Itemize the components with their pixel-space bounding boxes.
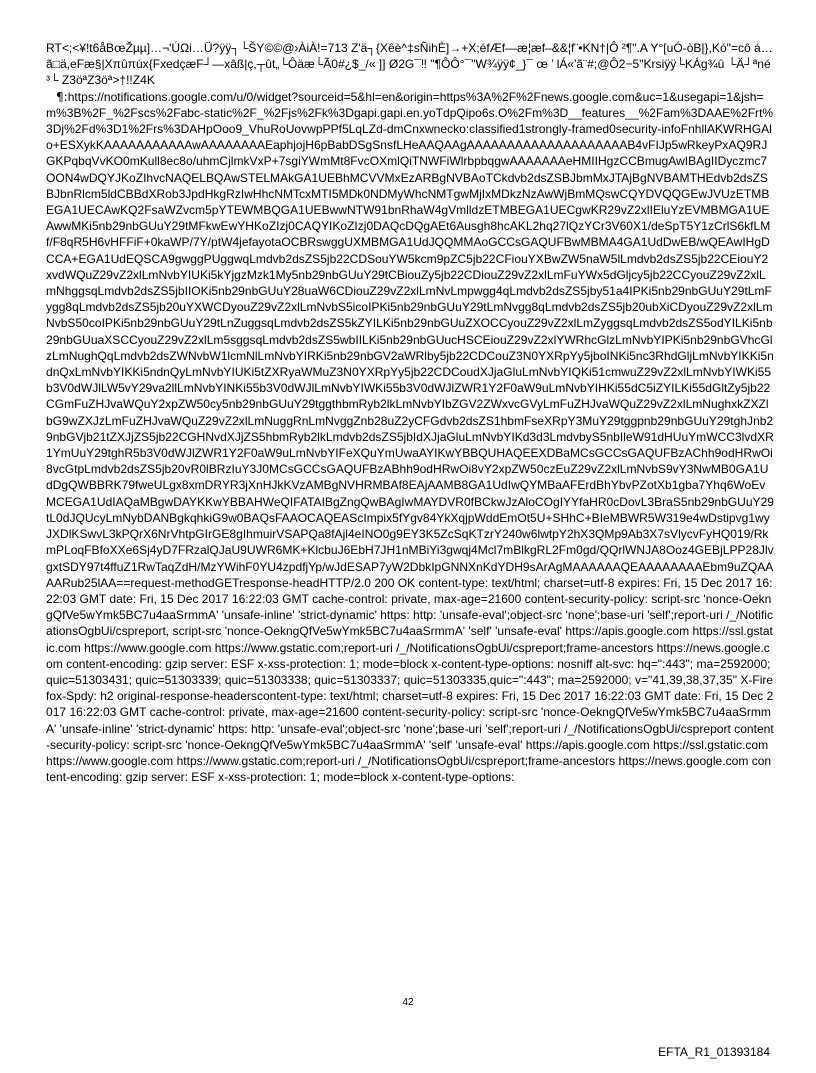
url-text: https://notifications.google.com/u/0/widget?sourceid=5&hl=en&origin=https%3A%2F%2Fnews.google.com&uc=1&usegapi=1&jsh=m%3B%2F_%2Fscs%2Fabc-static%2F_%2Fjs%2Fk%3Dgapi.gapi.en.yoTdpQipo6s.O%2Fm%3D__features__%2Fam%3DAAE%2Frt%3Dj%2Fd%3D1%2Frs%3DAHpOoo9_VhuRoUovwpPPf5LqLZd-dmCnxwnecko:classified1strongly-framed0security-infoFnhllAKWRHGAlo+ESXykKAAAAAAAAAAAwAAAAAAAAEaphjojH6pBabDSgSnsfLHeAAQAAgAAAAAAAAAAAAAAAAAAAAB4vFIJp5wRkeyPxAQ9RJGKPqbqVvKO0mKull8ec8o/uhmCjlmkVxP+7sgiYWmMt8FvcOXmlQiTNWFiWlrbpbqgwAAAAAAAeHMIIHgzCCBmugAwIBAgIIDyczmc7OON4wDQYJKoZIhvcNAQELBQAwSTELMAkGA1UEBhMCVVMxEzARBgNVBAoTCkdvb2dsZSBJbmMxJTAjBgNVBAMTHEdvb2dsZSBJbnRlcm5ldCBBdXRob3JpdHkgRzIwHhcNMTcxMTI5MDk0NDMyWhcNMTgwMjIxMDkzNzAwWjBmMQswCQYDVQQGEwJVUzETMBEGA1UECAwKQ2FsaWZvcm5pYTEWMBQGA1UEBwwNTW91bnRhaW4gVmlldzETMBEGA1UECgwKR29vZ2xlIEluYzEVMBMGA1UEAwwMKi5nb29nbGUuY29tMFkwEwYHKoZIzj0CAQYIKoZIzj0DAQcDQgAEt6Ausgh8hcAKL2hq27lQzYCr3V60X1/deSpT5Y1zCrlS6kfLMf/F8qR5H6vHFFiF+0kaWP/7Y/ptW4jefayotaOCBRswggUXMBMGA1UdJQQMMAoGCCsGAQUFBwMBMA4GA1UdDwEB/wQEAwIHgDCCA+EGA1UdEQSCA9gwggPUggwqLmdvb2dsZS5jb22CDSouYW5kcm9pZC5jb22CFiouYXBwZW5naW5lLmdvb2dsZS5jb22CEiouY2xvdWQuZ29vZ2xlLmNvbYIUKi5kYjgzMzk1My5nb29nbGUuY29tCBiouZy5jb22CDiouZ29vZ2xlLmFuYWx5dGljcy5jb22CCyouZ29vZ2xlLmNhggsqLmdvb2dsZS5jbIIOKi5nb29nbGUuY28uaW6CDiouZ29vZ2xlLmNvLmpwgg4qLmdvb2dsZS5jby51a4IPKi5nb29nbGUuY29tLmFygg8qLmdvb2dsZS5jb20uYXWCDyouZ29vZ2xlLmNvbS5icoIPKi5nb29nbGUuY29tLmNvgg8qLmdvb2dsZS5jb20ubXiCDyouZ29vZ2xlLmNvbS50coIPKi5nb29nbGUuY29tLnZuggsqLmdvb2dsZS5kZYILKi5nb29nbGUuZXOCCyouZ29vZ2xlLmZyggsqLmdvb2dsZS5odYILKi5nb29nbGUuaXSCCyouZ29vZ2xlLm5sggsqLmdvb2dsZS5wbIILKi5nb29nbGUucHSCEiouZ29vZ2xlYWRhcGlzLmNvbYIPKi5nb29nbGVhcGlzLmNughQqLmdvb2dsZWNvbW1lcmNlLmNvbYIRKi5nb29nbGV2aWRlby5jb22CDCouZ3N0YXRpYy5jboINKi5nc3RhdGljLmNvbYIKKi5ndnQxLmNvbYIKKi5ndnQyLmNvbYIUKi5tZXRyaWMuZ3N0YXRpYy5jb22CDCoudXJjaGluLmNvbYIQKi51cmwuZ29vZ2xlLmNvbYIWKi55b3V0dWJlLW5vY29va2llLmNvbYINKi55b3V0dWJlLmNvbYIWKi55b3V0dWJlZWR1Y2F0aW9uLmNvbYIHKi55dC5iZYILKi55dGltZy5jb22CGmFuZHJvaWQuY2xpZW50cy5nb29nbGUuY29tggthbmRyb2lkLmNvbYIbZGV2ZWxvcGVyLmFuZHJvaWQuZ29vZ2xlLmNughxkZXZlbG9wZXJzLmFuZHJvaWQuZ29vZ2xlLmNuggRnLmNvggZnb28uZ2yCFGdvb2dsZS1hbmFseXRpY3MuY29tggpnb29nbGUuY29tghJnb29nbGVjb21tZXJjZS5jb22CGHNvdXJjZS5hbmRyb2lkLmdvb2dsZS5jbIdXJjaGluLmNvbYIKd3d3LmdvbyS5nbIleW91dHUuYmWCC3lvdXR1YmUuY29tghR5b3V0dWJlZWR1Y2F0aW9uLmNvbYIFeXQuYmUwaAYIKwYBBQUHAQEEXDBaMCsGCCsGAQUFBzAChh9odHRwOi8vcGtpLmdvb2dsZS5jb20vR0lBRzIuY3J0MCsGCCsGAQUFBzABhh9odHRwOi8vY2xpZW50czEuZ29vZ2xlLmNvbS9vY3NwMB0GA1UdDgQWBBRK79fweULgx8xmDRYR3jXnHJkKVzAMBgNVHRMBAf8EAjAAMB8GA1UdIwQYMBaAFErdBhYbvPZotXb1gba7Yhq6WoEvMCEGA1UdIAQaMBgwDAYKKwYBBAHWeQIFATAIBgZngQwBAgIwMAYDVR0fBCkwJzAloCOgIYYfaHR0cDovL3BraS5nb29nbGUuY29tL0dJQUcyLmNybDANBgkqhkiG9w0BAQsFAAOCAQEAScImpix5fYgv84YkXqjpWddEmOt5U+SHhC+BIeMBWR5W319e4wDstipvg1wyJXDlKSwvL3kPQrX6NrVhtpGIrGE8gIhmuirVSAPQa8fAjl4eINO0g9EY3K5ZcSqKTzrY240w6lwtpY2hX3QMp9Ab3X7sVlycvFyHQ019/RkmPLoqFBfoXXe6Sj4yD7FRzalQJaU9UWR6MK+KlcbuJ6EbH7JH1nMBiYi3gwqj4Mcl7mBlkgRL2Fm0gd/QQrlWNJA8Ooz4GEBjLPP28JlvgxtSDY97t4ffuZ1RwTaqZdH/MzYWihF0YU4zpdfjYp/wJdESAP7yW2DbkIpGNNXnKdYDH9sArAgMAAAAAAQEAAAAAAAAEbm9uZQAAAARub25lAA==request-methodGETresponse-headHTTP/2.0 200 OK content-type: text/html; charset=utf-8 expires: Fri, 15 Dec 2017 16:22:03 GMT date: Fri, 15 Dec 2017 16:22:03 GMT cache-control: private, max-age=21600 content-security-policy: script-src 'nonce-OekngQfVe5wYmk5BC7u4aaSrmmA' 'unsafe-inline' 'strict-dynamic' https: http: 'unsafe-eval';object-src 'none';base-uri 'self';report-uri /_/NotificationsOgbUi/cspreport, script-src 'nonce-OekngQfVe5wYmk5BC7u4aaSrmmA' 'self' 'unsafe-eval' https://apis.google.com https://ssl.gstatic.com https://www.google.com https://www.gstatic.com;report-uri /_/NotificationsOgbUi/cspreport;frame-ancestors https://news.google.com content-encoding: gzip server: ESF x-xss-protection: 1; mode=block x-content-type-options: nosniff alt-svc: hq=":443"; ma=2592000; quic=51303431; quic=51303339; quic=51303338; quic=51303337; quic=51303335,quic=":443"; ma=2592000; v="41,39,38,37,35" X-Firefox-Spdy: h2 original-response-headerscontent-type: text/html; charset=utf-8 expires: Fri, 15 Dec 2017 16:22:03 GMT date: Fri, 15 Dec 2017 16:22:03 GMT cache-control: private, max-age=21600 content-security-policy: script-src 'nonce-OekngQfVe5wYmk5BC7u4aaSrmmA' 'unsafe-inline' 'strict-dynamic' https: http: 'unsafe-eval';object-src 'none';base-uri 'self';report-uri /_/NotificationsOgbUi/cspreport content-security-policy: script-src 'nonce-OekngQfVe5wYmk5BC7u4aaSrmmA' 'self' 'unsafe-eval' https://apis.google.com https://ssl.gstatic.com https://www.google.com https://www.gstatic.com;report-uri /_/NotificationsOgbUi/cspreport;frame-ancestors https://news.google.com content-encoding: gzip server: ESF x-xss-protection: 1; mode=block x-content-type-options: (46, 89, 774, 785)
document-body (46, 40, 774, 785)
page-number: 42 (402, 997, 414, 1008)
url-mark: ¶: (56, 89, 68, 104)
bates-number: EFTA_R1_01393184 (658, 1045, 770, 1059)
garbled-header-text: RT<;<¥!t6åBœŽµµ]…¬'ÚΩi…Ü?ÿÿ┐└ŠY©©@›ÀiÀ!=713 Z'ä┐{Xêè^‡sÑihÈ]→+X;éfÆf—æ¦æf–&&¦f¨•KN†|Ô ²¶".A Y°[uÓ-òB|},Kó"=cô á…ã□ä,eFæ§|Xπûπúx{FxedçæF┘—xâß|ç,┬ût„└Ôäæ└Ã0#¿$_/« ]] Ø2G¯‼ "¶ÔÔ°¯"W¾ÿÿ¢_}¯ œ ’ lÁ«'ã¨#;@Ô2−5"Krsiÿÿ└KÁg¾û └Ä┘ªné³└ Z3öªZ3öª>†!!Z4K (46, 41, 773, 88)
url-paragraph (46, 89, 774, 786)
